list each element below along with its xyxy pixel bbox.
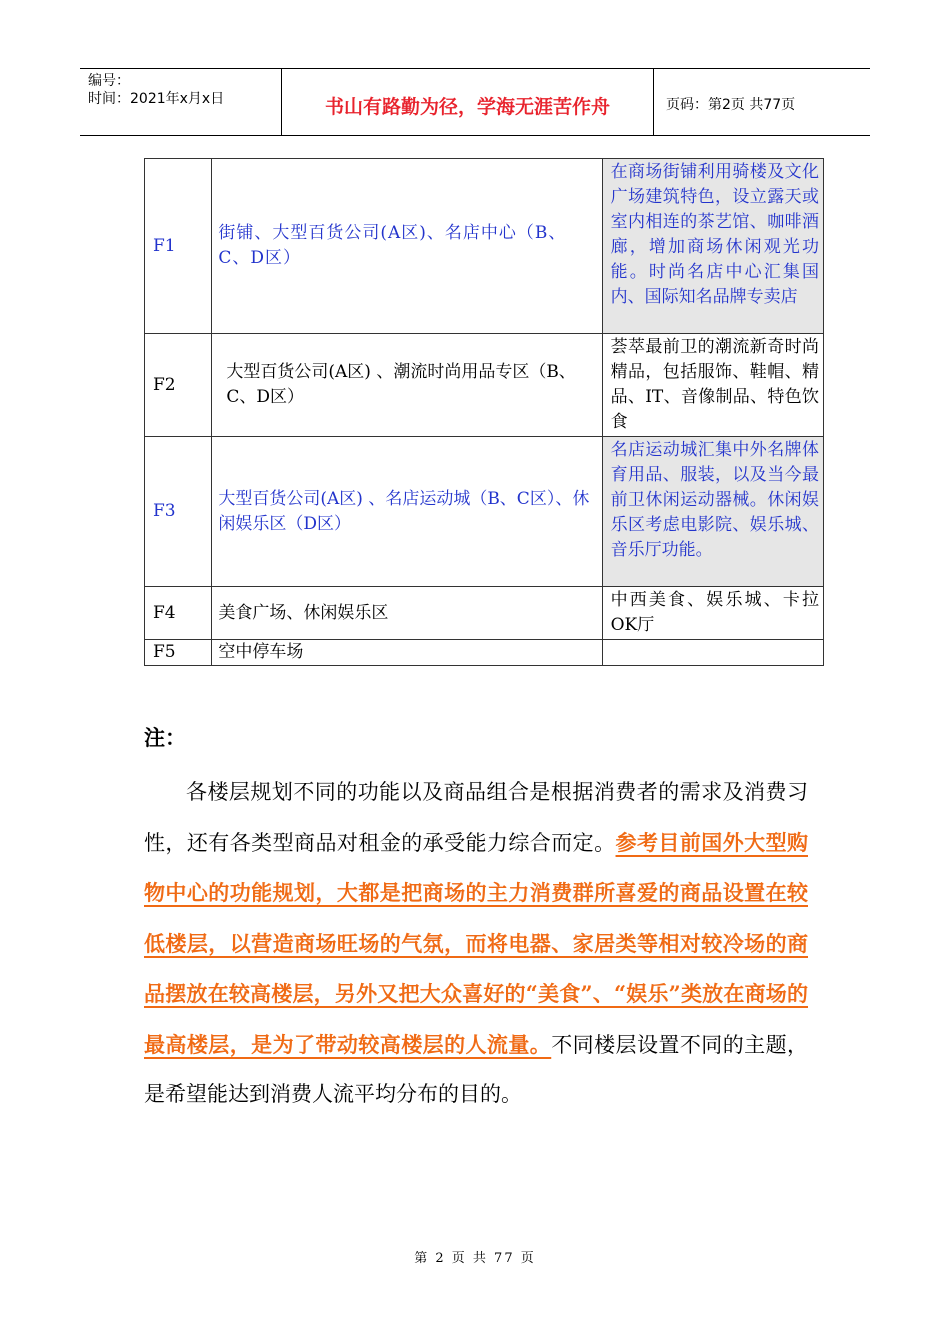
zone-cell: 空中停车场 bbox=[212, 640, 602, 666]
floor-cell: F4 bbox=[145, 587, 212, 640]
floor-cell: F2 bbox=[145, 334, 212, 437]
floor-plan-table bbox=[144, 158, 824, 666]
floor-cell: F5 bbox=[145, 640, 212, 666]
zone-cell: 大型百货公司(A区) 、潮流时尚用品专区（B、C、D区） bbox=[212, 334, 602, 437]
description-cell: 荟萃最前卫的潮流新奇时尚精品，包括服饰、鞋帽、精品、IT、音像制品、特色饮食 bbox=[602, 334, 823, 437]
floor-cell: F3 bbox=[145, 437, 212, 587]
header-meta bbox=[80, 69, 282, 135]
note-text-highlight: 参考目前国外大型购物中心的功能规划，大都是把商场的主力消费群所喜爱的商品设置在较低楼层，以营造商场旺场的气氛，而将电器、家居类等相对较冷场的商品摆放在较高楼层，另外又把大众喜好的“美食”、“娱乐”类放在商场的最高楼层，是为了带动较高楼层的人流量。 bbox=[144, 829, 808, 1057]
table-row bbox=[145, 640, 824, 666]
description-cell: 中西美食、娱乐城、卡拉OK厅 bbox=[602, 587, 823, 640]
note-text-conclusion: 不同楼层设置不同的主题，是希望能达到消费人流平均分布的目的。 bbox=[144, 1032, 809, 1106]
document-time: 时间：2021年x月x日 bbox=[88, 91, 225, 107]
zone-cell: 街铺、大型百货公司(A区)、名店中心（B、C、D区） bbox=[212, 159, 602, 334]
table-row bbox=[145, 587, 824, 640]
note-text-intro: 各楼层规划不同的功能以及商品组合是根据消费者的需求及消费习性，还有各类型商品对租金的承受能力综合而定。 bbox=[144, 780, 808, 855]
zone-cell: 大型百货公司(A区) 、名店运动城（B、C区）、休闲娱乐区（D区） bbox=[212, 437, 602, 587]
header-motto: 书山有路勤为径，学海无涯苦作舟 bbox=[282, 69, 654, 135]
page-footer: 第 2 页 共 77 页 bbox=[414, 1251, 536, 1266]
table-row bbox=[145, 437, 824, 587]
document-number-label: 编号： bbox=[88, 73, 130, 89]
description-cell: 在商场街铺利用骑楼及文化广场建筑特色，设立露天或室内相连的茶艺馆、咖啡酒廊，增加商场休闲观光功能。时尚名店中心汇集国内、国际知名品牌专卖店 bbox=[602, 159, 823, 334]
zone-cell: 美食广场、休闲娱乐区 bbox=[212, 587, 602, 640]
description-cell bbox=[602, 640, 823, 666]
header-page-info: 页码：第2页 共77页 bbox=[666, 97, 796, 113]
description-cell: 名店运动城汇集中外名牌体育用品、服装，以及当今最前卫休闲运动器械。休闲娱乐区考虑电影院、娱乐城、音乐厅功能。 bbox=[602, 437, 823, 587]
page-header bbox=[80, 68, 870, 136]
floor-cell: F1 bbox=[145, 159, 212, 334]
table-row bbox=[145, 334, 824, 437]
note-title: 注： bbox=[144, 726, 186, 750]
note-paragraph bbox=[144, 768, 808, 1120]
table-row bbox=[145, 159, 824, 334]
